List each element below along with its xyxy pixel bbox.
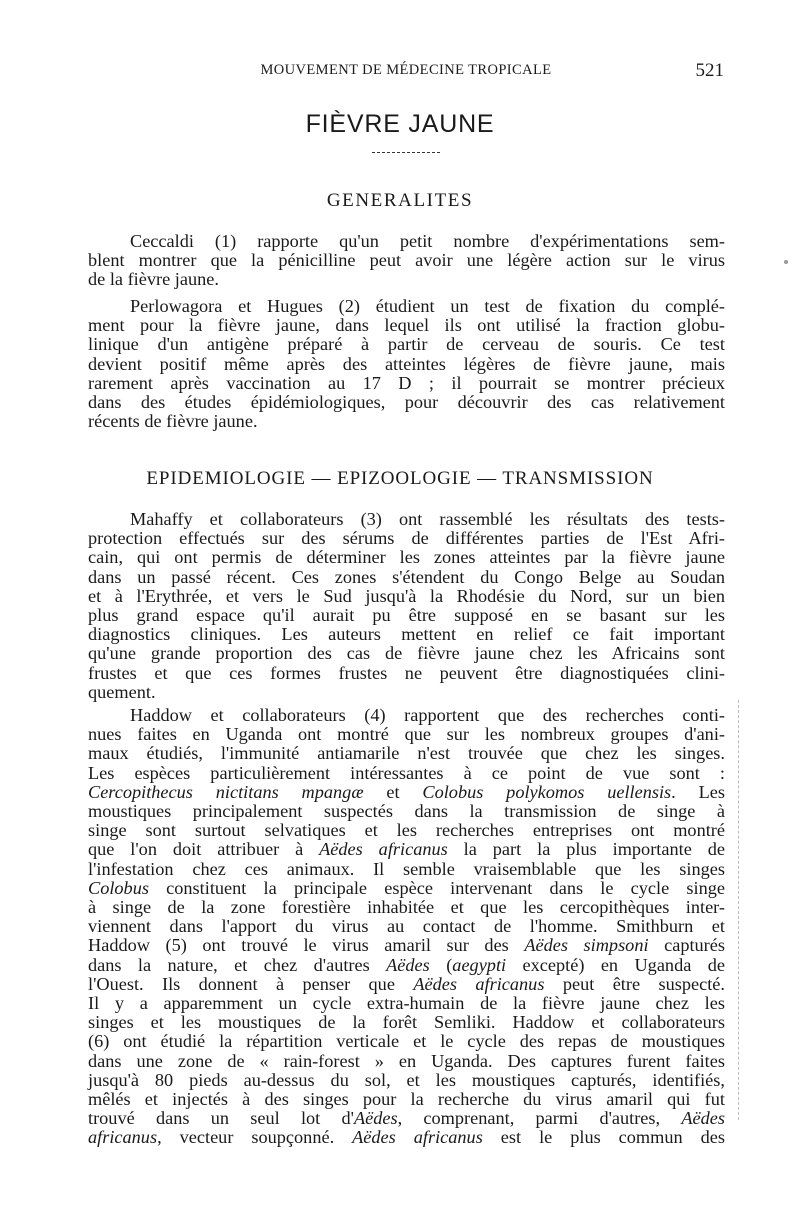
text-line: récents de fièvre jaune. [88, 411, 258, 432]
text-line: Il y a apparemment un cycle extra-humain de la fièvre jaune chez les [88, 993, 725, 1014]
text-line: de la fièvre jaune. [88, 269, 219, 290]
text-line: à singe de la zone forestière inhabitée et que les cercopithèques inter- [88, 897, 725, 918]
text-line: dans une zone de « rain-forest » en Uganda. Des captures furent faites [88, 1050, 725, 1071]
text-line: jusqu'à 80 pieds au-dessus du sol, et les moustiques capturés, identifiés, [88, 1069, 725, 1090]
text-line: singe sont surtout selvatiques et les recherches entreprises ont montré [88, 820, 725, 841]
text-line: plus grand espace qu'il aurait pu être supposé en se basant sur les [88, 605, 725, 626]
scan-edge-artifact [738, 700, 740, 1120]
text-line: linique d'un antigène préparé à partir de cerveau de souris. Ce test [88, 334, 725, 355]
text-line: et à l'Erythrée, et vers le Sud jusqu'à la Rhodésie du Nord, sur un bien [88, 585, 725, 606]
text-line: mêlés et injectés à des singes pour la recherche du virus amaril qui fut [88, 1089, 725, 1110]
text-line: trouvé dans un seul lot d'Aëdes, comprenant, parmi d'autres, Aëdes [88, 1108, 726, 1129]
text-line: Les espèces particulièrement intéressantes à ce point de vue sont : [88, 762, 725, 783]
text-line: blent montrer que la pénicilline peut avoir une légère action sur le virus [88, 250, 725, 271]
section-heading-generalites: GENERALITES [326, 190, 474, 211]
text-line: protection effectués sur des sérums de différentes parties de l'Est Afri- [88, 528, 725, 549]
title-divider [372, 152, 440, 153]
text-line: Mahaffy et collaborateurs (3) ont rassemblé les résultats des tests- [130, 509, 725, 529]
text-line: dans la nature, et chez d'autres Aëdes (aegypti excepté) en Uganda de [88, 954, 725, 975]
text-line: dans un passé récent. Ces zones s'étendent du Congo Belge au Soudan [88, 566, 725, 587]
text-line: devient positif même après des atteintes légères de fièvre jaune, mais [88, 353, 725, 374]
paragraph-ceccaldi [88, 232, 725, 290]
text-line: singes et les moustiques de la forêt Semliki. Haddow et collaborateurs [88, 1012, 725, 1033]
scan-speck [784, 260, 788, 264]
article-title: FIÈVRE JAUNE [305, 110, 495, 138]
text-line: l'Ouest. Ils donnent à penser que Aëdes africanus peut être suspecté. [88, 973, 725, 994]
text-line: que l'on doit attribuer à Aëdes africanus la part la plus importante de [88, 839, 725, 860]
text-line: cain, qui ont permis de déterminer les zones atteintes par la fièvre jaune [88, 547, 725, 568]
text-line: frustes et que ces formes frustes ne peuvent être diagnostiquées clini- [88, 662, 725, 683]
paragraph-perlowagora [88, 297, 725, 431]
running-title: MOUVEMENT DE MÉDECINE TROPICALE [260, 62, 552, 78]
text-line: viennent dans l'apport du virus au contact de l'homme. Smithburn et [88, 916, 725, 937]
text-line: Perlowagora et Hugues (2) étudient un test de fixation du complé- [130, 296, 725, 316]
text-line: qu'une grande proportion des cas de fièvre jaune chez les Africains sont [88, 643, 725, 664]
text-line: Cercopithecus nictitans mpangæ et Colobus polykomos uellensis. Les [88, 781, 725, 802]
paragraph-haddow [88, 706, 725, 1148]
text-line: africanus, vecteur soupçonné. Aëdes africanus est le plus commun des [88, 1127, 725, 1148]
text-line: Ceccaldi (1) rapporte qu'un petit nombre d'expérimentations sem- [130, 231, 725, 251]
page-number: 521 [695, 60, 724, 81]
text-line: l'infestation chez ces animaux. Il semble vraisemblable que les singes [88, 858, 725, 879]
text-line: rarement après vaccination au 17 D ; il pourrait se montrer précieux [88, 372, 725, 393]
running-head [88, 60, 724, 84]
text-line: Haddow (5) ont trouvé le virus amaril sur des Aëdes simpsoni capturés [88, 935, 725, 956]
text-line: moustiques principalement suspectés dans la transmission de singe à [88, 801, 725, 822]
text-line: (6) ont étudié la répartition verticale et le cycle des repas de moustiques [88, 1031, 725, 1052]
section-heading-epidemiologie: EPIDEMIOLOGIE — EPIZOOLOGIE — TRANSMISSION [146, 468, 654, 489]
text-line: Haddow et collaborateurs (4) rapportent que des recherches conti- [130, 705, 725, 725]
text-line: ment pour la fièvre jaune, dans lequel ils ont utilisé la fraction globu- [88, 315, 725, 336]
text-line: quement. [88, 681, 156, 702]
text-line: dans des études épidémiologiques, pour découvrir des cas relativement [88, 392, 725, 413]
text-line: nues faites en Uganda ont montré que sur les nombreux groupes d'ani- [88, 724, 725, 745]
paragraph-mahaffy [88, 510, 725, 702]
text-line: Colobus constituent la principale espèce intervenant dans le cycle singe [88, 877, 725, 898]
text-line: maux étudiés, l'immunité antiamarile n'est trouvée que chez les singes. [88, 743, 725, 764]
text-line: diagnostics cliniques. Les auteurs mettent en relief ce fait important [88, 624, 725, 645]
